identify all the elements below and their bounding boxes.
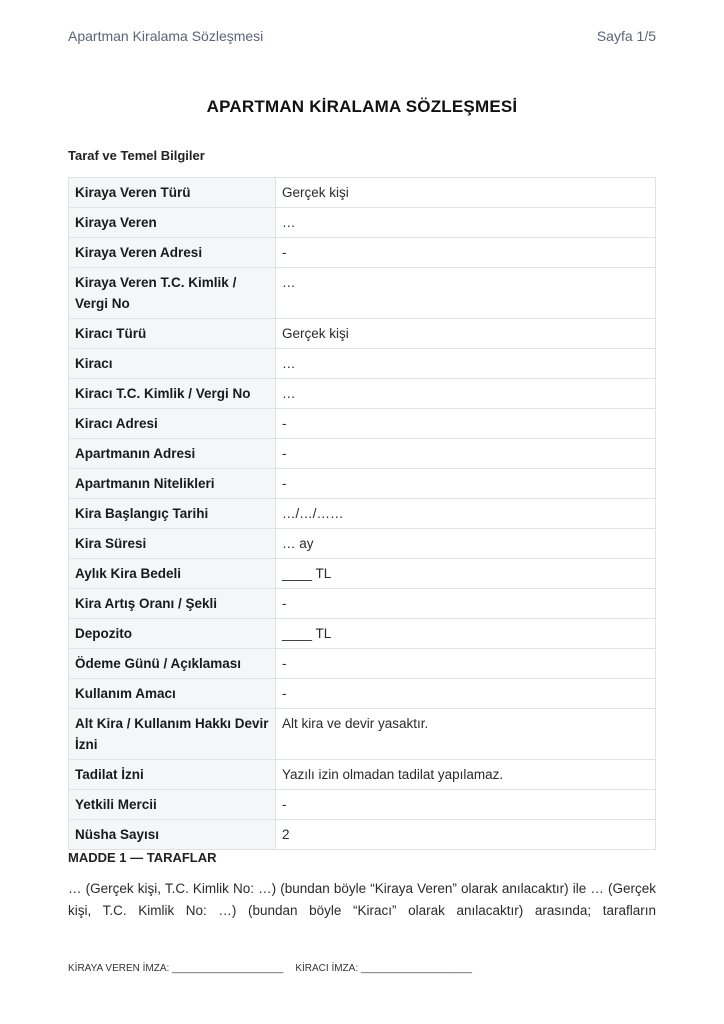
table-row xyxy=(69,208,656,238)
table-row xyxy=(69,268,656,319)
row-value: - xyxy=(276,649,656,679)
document-title: APARTMAN KİRALAMA SÖZLEŞMESİ xyxy=(206,97,518,116)
table-row xyxy=(69,559,656,589)
row-label: Kira Süresi xyxy=(69,529,276,559)
row-value: ____ TL xyxy=(276,619,656,649)
table-row xyxy=(69,439,656,469)
table-row xyxy=(69,649,656,679)
table-row xyxy=(69,379,656,409)
row-value: Gerçek kişi xyxy=(276,319,656,349)
row-label: Kiracı Adresi xyxy=(69,409,276,439)
row-label: Kiraya Veren Türü xyxy=(69,178,276,208)
row-value: - xyxy=(276,238,656,268)
row-label: Kira Başlangıç Tarihi xyxy=(69,499,276,529)
row-label: Alt Kira / Kullanım Hakkı Devir İzni xyxy=(69,709,276,760)
signature-footer xyxy=(68,963,472,974)
row-value: Yazılı izin olmadan tadilat yapılamaz. xyxy=(276,760,656,790)
row-value: - xyxy=(276,439,656,469)
row-value: Alt kira ve devir yasaktır. xyxy=(276,709,656,760)
tenant-signature: KİRACI İMZA: ____________________ xyxy=(295,963,473,974)
row-value: … xyxy=(276,268,656,319)
row-value: - xyxy=(276,469,656,499)
table-row xyxy=(69,469,656,499)
row-value: 2 xyxy=(276,820,656,850)
table-row xyxy=(69,709,656,760)
madde-1-heading: MADDE 1 — TARAFLAR xyxy=(68,850,217,865)
row-value: … xyxy=(276,349,656,379)
table-row xyxy=(69,178,656,208)
row-value: Gerçek kişi xyxy=(276,178,656,208)
page-number: Sayfa 1/5 xyxy=(596,28,656,44)
table-row xyxy=(69,349,656,379)
table-row xyxy=(69,238,656,268)
row-label: Kullanım Amacı xyxy=(69,679,276,709)
row-label: Kiraya Veren xyxy=(69,208,276,238)
header-doc-title: Apartman Kiralama Sözleşmesi xyxy=(68,28,264,44)
row-value: ____ TL xyxy=(276,559,656,589)
row-label: Kiracı T.C. Kimlik / Vergi No xyxy=(69,379,276,409)
table-row xyxy=(69,820,656,850)
row-value: - xyxy=(276,589,656,619)
row-label: Depozito xyxy=(69,619,276,649)
table-row xyxy=(69,529,656,559)
section-heading: Taraf ve Temel Bilgiler xyxy=(68,148,205,163)
row-value: … xyxy=(276,379,656,409)
row-label: Yetkili Mercii xyxy=(69,790,276,820)
row-label: Kiracı Türü xyxy=(69,319,276,349)
row-value: - xyxy=(276,409,656,439)
table-row xyxy=(69,760,656,790)
table-row xyxy=(69,409,656,439)
row-label: Apartmanın Nitelikleri xyxy=(69,469,276,499)
row-value: - xyxy=(276,679,656,709)
table-row xyxy=(69,790,656,820)
row-label: Apartmanın Adresi xyxy=(69,439,276,469)
row-label: Tadilat İzni xyxy=(69,760,276,790)
landlord-signature: KİRAYA VEREN İMZA: ____________________ xyxy=(68,963,284,974)
madde-1-text: … (Gerçek kişi, T.C. Kimlik No: …) (bundan böyle “Kiraya Veren” olarak anılacaktır) ile … (Gerçek kişi, T.C. Kimlik No: …) (bundan böyle “Kiracı” olarak anılacaktır) arasında; tarafların xyxy=(68,881,656,918)
table-row xyxy=(69,319,656,349)
row-value: … ay xyxy=(276,529,656,559)
row-label: Kiraya Veren T.C. Kimlik / Vergi No xyxy=(69,268,276,319)
row-value: - xyxy=(276,790,656,820)
table-row xyxy=(69,619,656,649)
table-row xyxy=(69,499,656,529)
row-label: Ödeme Günü / Açıklaması xyxy=(69,649,276,679)
info-table xyxy=(68,177,656,850)
page-header xyxy=(68,28,656,44)
row-value: …/…/…… xyxy=(276,499,656,529)
row-value: … xyxy=(276,208,656,238)
row-label: Kira Artış Oranı / Şekli xyxy=(69,589,276,619)
row-label: Aylık Kira Bedeli xyxy=(69,559,276,589)
row-label: Nüsha Sayısı xyxy=(69,820,276,850)
row-label: Kiraya Veren Adresi xyxy=(69,238,276,268)
table-row xyxy=(69,679,656,709)
table-row xyxy=(69,589,656,619)
row-label: Kiracı xyxy=(69,349,276,379)
